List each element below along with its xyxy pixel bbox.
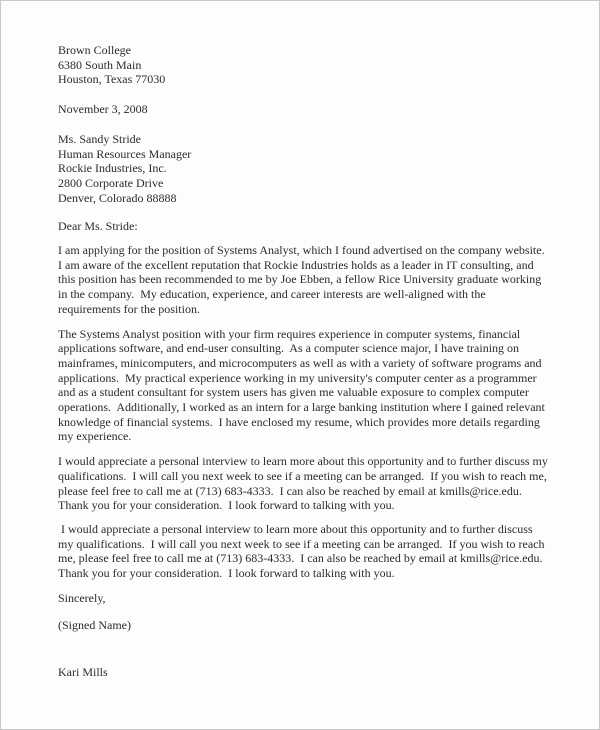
body-paragraph-4: I would appreciate a personal interview to learn more about this opportunity and to further discuss my qualifications. I will call you next week to see if a meeting can be arranged. If you wish to reach me, please feel free to call me at (713) 683-4333. I can also be reached by email at kmills@rice.edu. Thank you for your consideration. I look forward to talking with you. xyxy=(58,521,548,581)
signature-placeholder: (Signed Name) xyxy=(58,617,131,632)
recipient-street: 2800 Corporate Drive xyxy=(58,175,164,190)
body-paragraph-2: The Systems Analyst position with your firm requires experience in computer systems, financial applications software, and end-user consulting. As a computer science major, I have training on mainframes, minicomputers, and microcomputers as well as with a variety of software programs and applications. My practical experience working in my university's computer center as a programmer and as a student consultant for system users has given me valuable exposure to complex computer operations. Additionally, I worked as an intern for a large banking institution where I gained relevant knowledge of financial systems. I have enclosed my resume, which provides more details regarding my experience. xyxy=(58,326,548,444)
sender-address-line: Brown College xyxy=(58,43,131,57)
body-paragraph-3: I would appreciate a personal interview to learn more about this opportunity and to further discuss my qualifications. I will call you next week to see if a meeting can be arranged. If you wish to reach me, please feel free to call me at (713) 683-4333. I can also be reached by email at kmills@rice.edu. Thank you for your consideration. I look forward to talking with you. xyxy=(58,454,551,513)
sender-address-line: Houston, Texas 77030 xyxy=(58,72,166,87)
letter-content xyxy=(1,1,599,680)
closing: Sincerely, xyxy=(58,590,106,605)
signature-name: Kari Mills xyxy=(58,665,108,680)
salutation: Dear Ms. Stride: xyxy=(58,219,138,234)
sender-address-line: 6380 South Main xyxy=(58,57,142,72)
recipient-city: Denver, Colorado 88888 xyxy=(58,190,177,205)
recipient-title: Human Resources Manager xyxy=(58,146,192,161)
sender-address xyxy=(58,43,549,87)
body-paragraph-1: I am applying for the position of Systems Analyst, which I found advertised on the company website. I am aware of the excellent reputation that Rockie Industries holds as a leader in IT consulting, and this position has been recommended to me by Joe Ebben, a fellow Rice University graduate working in the company. My education, experience, and career interests are well-aligned with the requirements for the position. xyxy=(58,243,551,316)
recipient-company: Rockie Industries, Inc. xyxy=(58,161,167,176)
recipient-address xyxy=(58,132,549,206)
recipient-name: Ms. Sandy Stride xyxy=(58,131,142,146)
letter-date: November 3, 2008 xyxy=(58,102,148,117)
